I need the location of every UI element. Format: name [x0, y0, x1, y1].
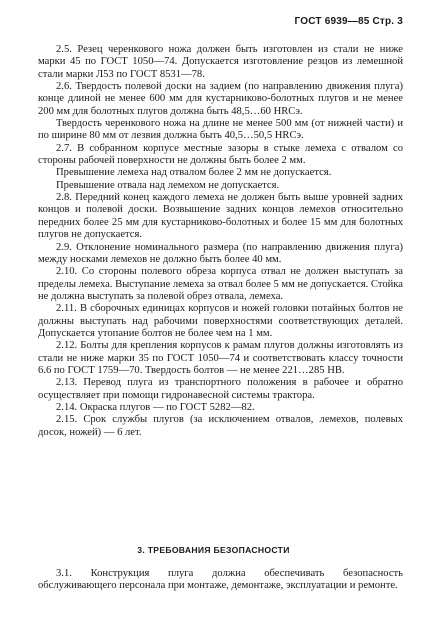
paragraph: 2.14. Окраска плугов — по ГОСТ 5282—82. — [56, 401, 255, 413]
paragraph: 2.11. В сборочных единицах корпусов и ножей головки потайных болтов не должны выступать над рабочими поверхностями соответствующих деталей. Допускается утопание болтов не более чем на 1 мм. — [38, 303, 403, 339]
paragraph: 3.1. Конструкция плуга должна обеспечивать безопасность обслуживающего персонала при монтаже, демонтаже, эксплуатации и ремонте. — [38, 568, 403, 592]
page-header: ГОСТ 6939—85 Стр. 3 — [294, 16, 403, 27]
paragraph: 2.13. Перевод плуга из транспортного положения в рабочее и обратно осуществляет при помощи гидронавесной системы трактора. — [38, 377, 403, 401]
paragraph: 2.5. Резец черенкового ножа должен быть изготовлен из стали не ниже марки 45 по ГОСТ 1050—74. Допускается изготовление резцов из лемешной стали марки Л53 по ГОСТ 8531—78. — [38, 44, 403, 80]
paragraph: Превышение лемеха над отвалом более 2 мм не допускается. — [56, 167, 332, 179]
paragraph: Превышение отвала над лемехом не допускается. — [56, 179, 280, 191]
section-3-body — [38, 568, 403, 593]
paragraph: 2.6. Твердость полевой доски на задием (по направлению движения плуга) конце длиной не менее 600 мм для кустарниково-болотных плугов и не менее 200 мм для болотных плугов должна быть 48,5…60 HRCэ. — [38, 81, 403, 117]
paragraph: Твердость черенкового ножа на длине не менее 500 мм (от нижней части) и по ширине 80 мм от лезвия должна быть 40,5…50,5 HRCэ. — [38, 118, 403, 142]
section-2-body — [38, 44, 403, 439]
paragraph: 2.8. Передний конец каждого лемеха не должен быть выше уровней задних концов и полевой доски. Возвышение задних концов лемехов относительно передних более 25 мм для кустарниково-болотных и более 15 мм для болотных плугов не допускается. — [38, 192, 403, 241]
section-3-heading: 3. ТРЕБОВАНИЯ БЕЗОПАСНОСТИ — [137, 545, 290, 555]
paragraph: 2.10. Со стороны полевого обреза корпуса отвал не должен выступать за пределы лемеха. Выступание лемеха за отвал более 5 мм не допускается. Стойка не должна выступать за полевой обрез отвала, лемеха. — [38, 266, 403, 302]
paragraph: 2.9. Отклонение номинального размера (по направлению движения плуга) между носками лемехов не должно быть более 40 мм. — [38, 241, 403, 265]
paragraph: 2.15. Срок службы плугов (за исключением отвалов, лемехов, полевых досок, ножей) — 6 лет. — [38, 414, 403, 438]
paragraph: 2.7. В собранном корпусе местные зазоры в стыке лемеха с отвалом со стороны рабочей поверхности не должны быть более 2 мм. — [38, 142, 403, 167]
paragraph: 2.12. Болты для крепления корпусов к рамам плугов должны изготовлять из стали не ниже марки 35 по ГОСТ 1050—74 и соответствовать классу точности 6.6 по ГОСТ 1759—70. Твердость болтов — не менее 221…285 НВ. — [38, 340, 403, 376]
